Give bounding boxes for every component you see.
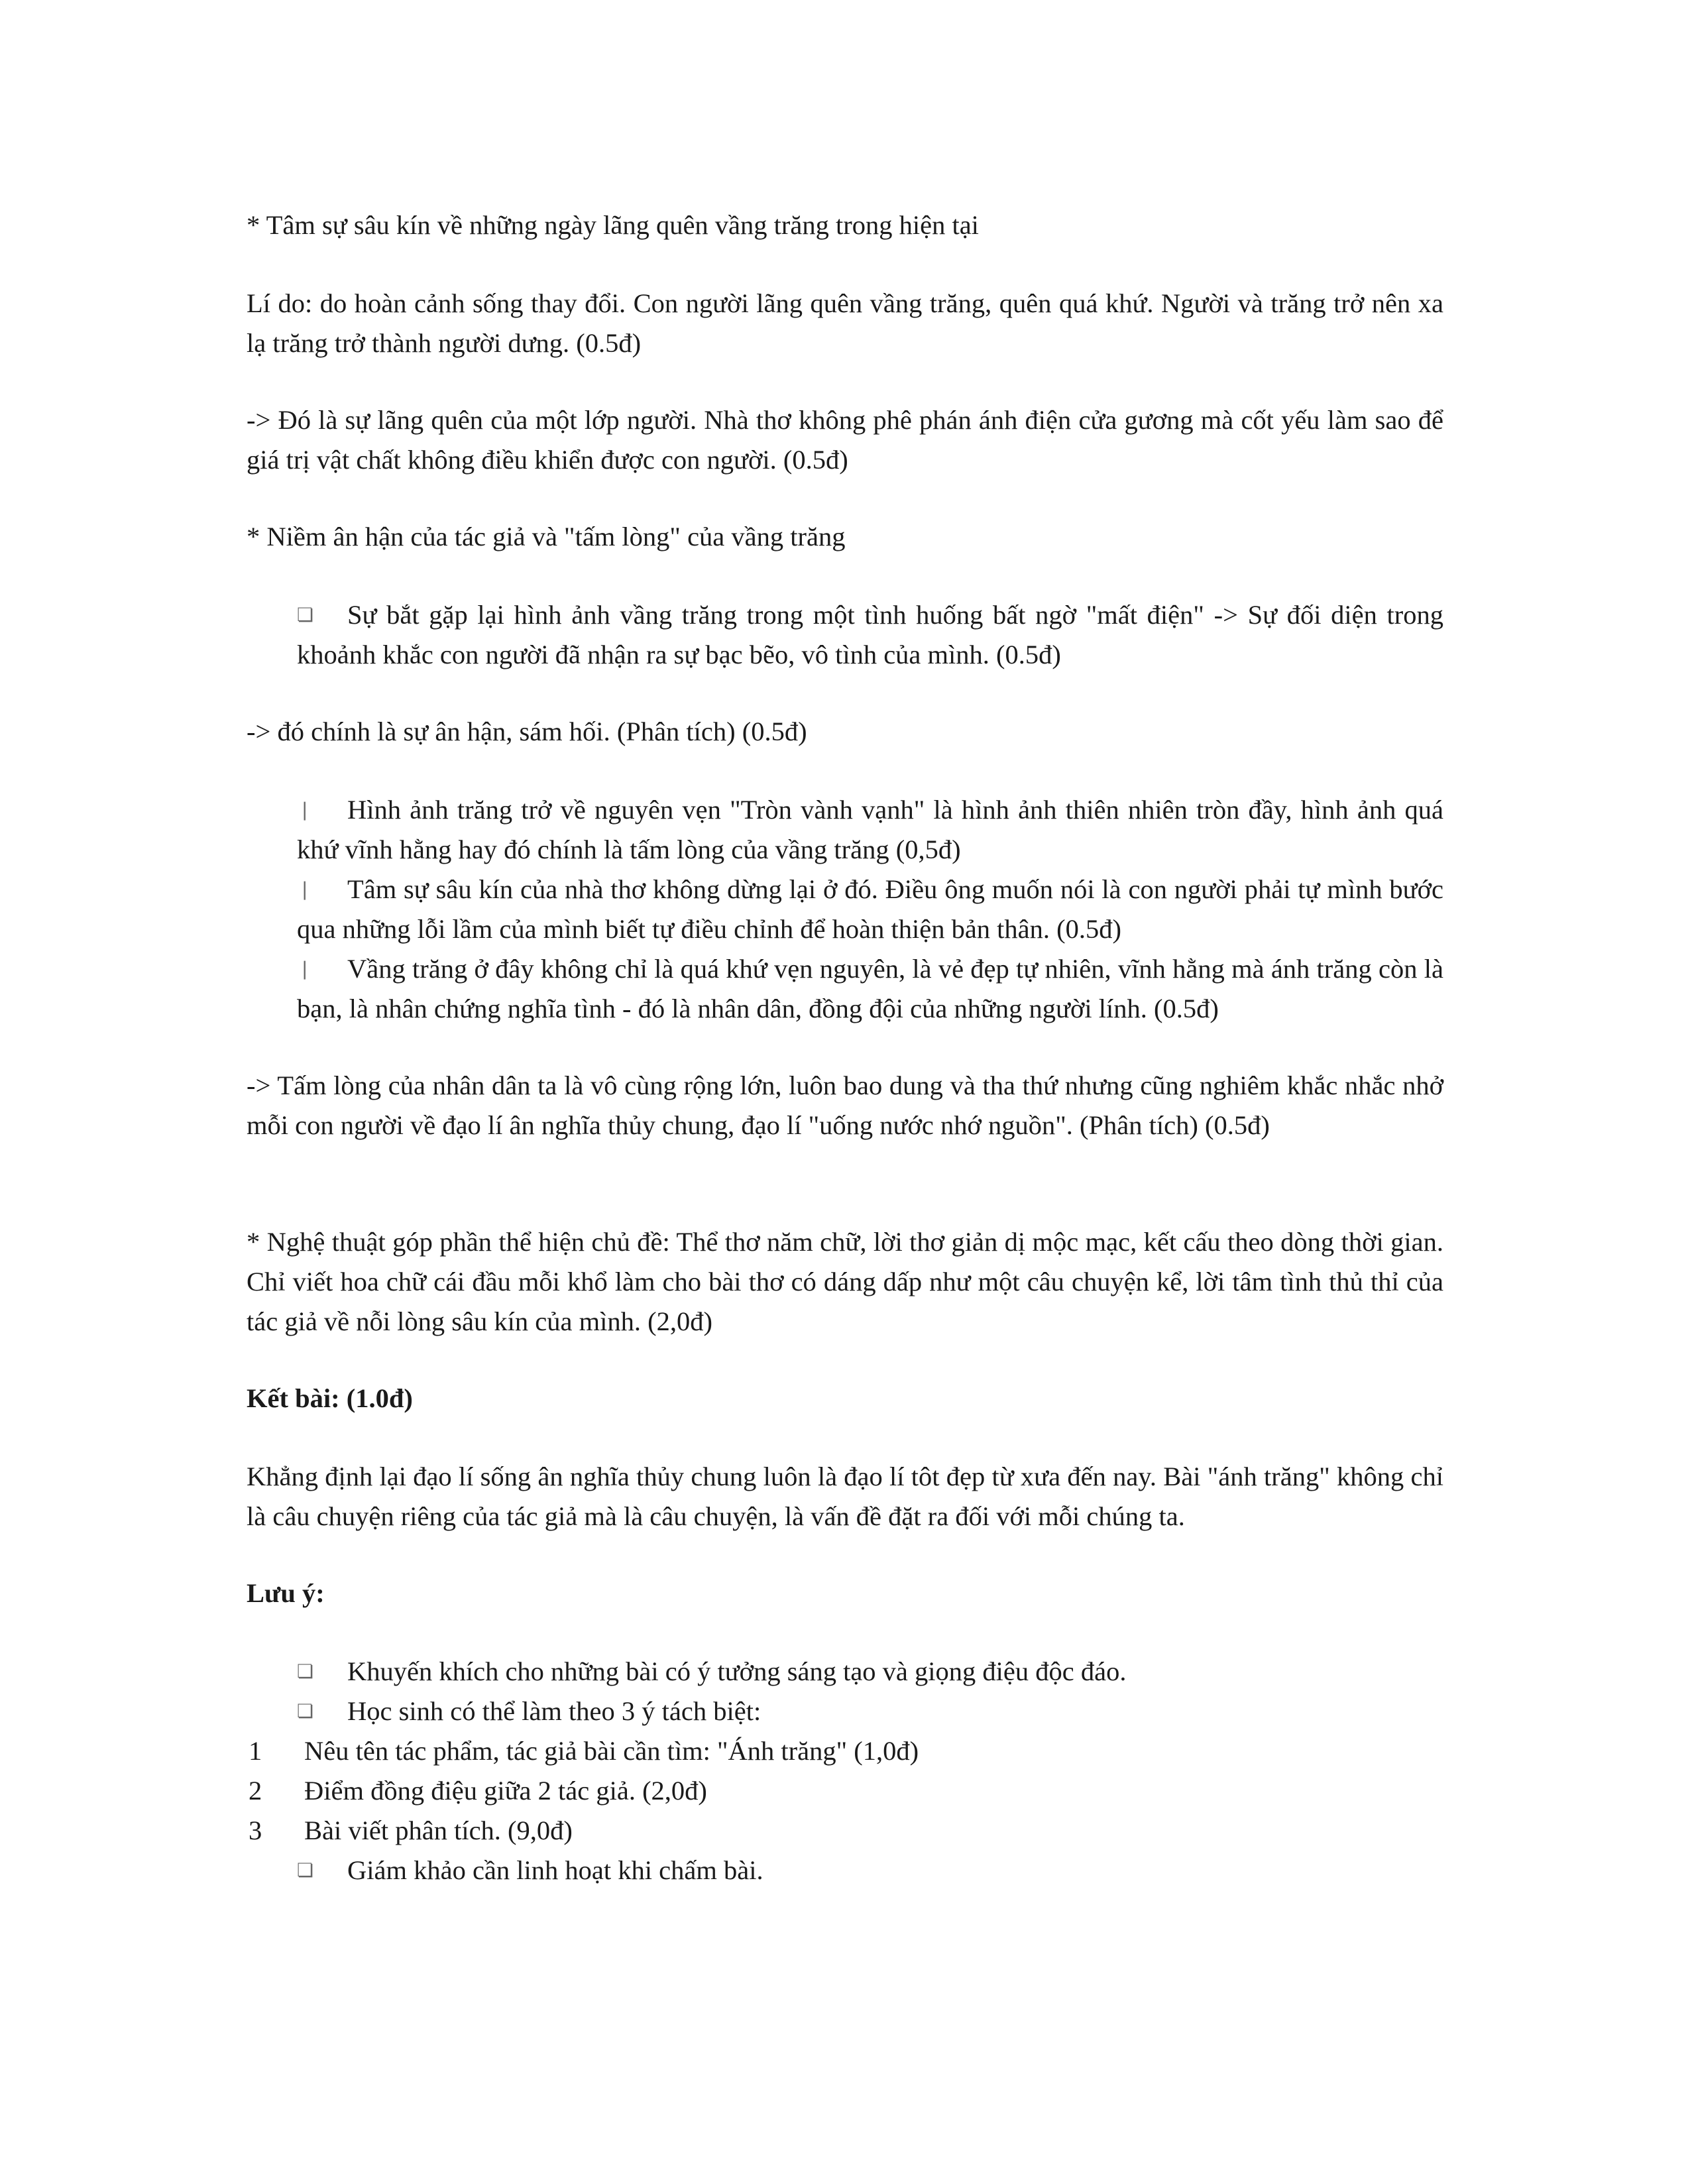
paragraph: Khẳng định lại đạo lí sống ân nghĩa thủy chung luôn là đạo lí tôt đẹp từ xưa đến nay. Bài "ánh trăng" không chỉ là câu chuyện riêng của tác giả mà là câu chuyện, là vấn đề đặt ra đối với mỗi chúng ta.: [247, 1462, 1443, 1531]
list-item: [297, 595, 1443, 675]
list-item: [297, 1692, 1443, 1731]
list-item-text: Giám khảo cần linh hoạt khi chấm bài.: [347, 1855, 763, 1885]
list-item-text: Vầng trăng ở đây không chỉ là quá khứ vẹn nguyên, là vẻ đẹp tự nhiên, vĩnh hằng mà ánh trăng còn là bạn, là nhân chứng nghĩa tình - đó là nhân dân, đồng đội của những người lính. (0.5đ): [297, 954, 1443, 1023]
list-item-text: Hình ảnh trăng trở về nguyên vẹn "Tròn vành vạnh" là hình ảnh thiên nhiên tròn đầy, hình ảnh quá khứ vĩnh hằng hay đó chính là tấm lòng của vầng trăng (0,5đ): [297, 795, 1443, 864]
paragraph: * Tâm sự sâu kín về những ngày lãng quên vầng trăng trong hiện tại: [247, 210, 979, 240]
list-number: 2: [249, 1776, 262, 1806]
list-item-text: Học sinh có thể làm theo 3 ý tách biệt:: [347, 1696, 761, 1726]
paragraph: Lí do: do hoàn cảnh sống thay đổi. Con người lãng quên vầng trăng, quên quá khứ. Người và trăng trở nên xa lạ trăng trở thành người dưng. (0.5đ): [247, 288, 1443, 358]
bullet-bar-icon: ❘: [297, 799, 313, 821]
bullet-checkbox-icon: ❏: [297, 1660, 314, 1682]
list-item-text: Tâm sự sâu kín của nhà thơ không dừng lại ở đó. Điều ông muốn nói là con người phải tự mình bước qua những lỗi lầm của mình biết tự điều chỉnh để hoàn thiện bản thân. (0.5đ): [297, 874, 1443, 944]
numbered-item-text: Điểm đồng điệu giữa 2 tác giả. (2,0đ): [304, 1776, 707, 1806]
paragraph: -> Đó là sự lãng quên của một lớp người. Nhà thơ không phê phán ánh điện cửa gương mà cốt yếu làm sao để giá trị vật chất không điều khiển được con người. (0.5đ): [247, 405, 1443, 475]
paragraph: * Nghệ thuật góp phần thể hiện chủ đề: Thể thơ năm chữ, lời thơ giản dị mộc mạc, kết cấu theo dòng thời gian. Chỉ viết hoa chữ cái đầu mỗi khổ làm cho bài thơ có dáng dấp như một câu chuyện kể, lời tâm tình thủ thỉ của tác giả về nỗi lòng sâu kín của mình. (2,0đ): [247, 1227, 1443, 1336]
list-item: [297, 1851, 1443, 1890]
bullet-checkbox-icon: ❏: [297, 1859, 314, 1881]
list-item-text: Khuyến khích cho những bài có ý tưởng sáng tạo và giọng điệu độc đáo.: [347, 1656, 1127, 1686]
paragraph: -> đó chính là sự ân hận, sám hối. (Phân tích) (0.5đ): [247, 717, 807, 746]
bullet-bar-icon: ❘: [297, 958, 313, 980]
list-item: [297, 790, 1443, 870]
list-number: 1: [249, 1736, 262, 1766]
paragraph: * Niềm ân hận của tác giả và "tấm lòng" của vầng trăng: [247, 522, 846, 551]
list-item-text: Sự bắt gặp lại hình ảnh vầng trăng trong một tình huống bất ngờ "mất điện" -> Sự đối diện trong khoảnh khắc con người đã nhận ra sự bạc bẽo, vô tình của mình. (0.5đ): [297, 600, 1443, 669]
section-heading: Lưu ý:: [247, 1578, 325, 1608]
section-heading: Kết bài: (1.0đ): [247, 1383, 413, 1413]
bullet-bar-icon: ❘: [297, 878, 313, 900]
list-item: [297, 870, 1443, 949]
list-number: 3: [249, 1815, 262, 1845]
paragraph: -> Tấm lòng của nhân dân ta là vô cùng rộng lớn, luôn bao dung và tha thứ nhưng cũng nghiêm khắc nhắc nhở mỗi con người về đạo lí ân nghĩa thủy chung, đạo lí "uống nước nhớ nguồn". (Phân tích) (0.5đ): [247, 1070, 1443, 1140]
numbered-item-text: Nêu tên tác phẩm, tác giả bài cần tìm: "Ánh trăng" (1,0đ): [304, 1736, 919, 1766]
list-item: [297, 1652, 1443, 1692]
bullet-checkbox-icon: ❏: [297, 1700, 314, 1722]
numbered-item-text: Bài viết phân tích. (9,0đ): [304, 1815, 573, 1845]
list-item: [297, 949, 1443, 1029]
bullet-checkbox-icon: ❏: [297, 604, 314, 626]
